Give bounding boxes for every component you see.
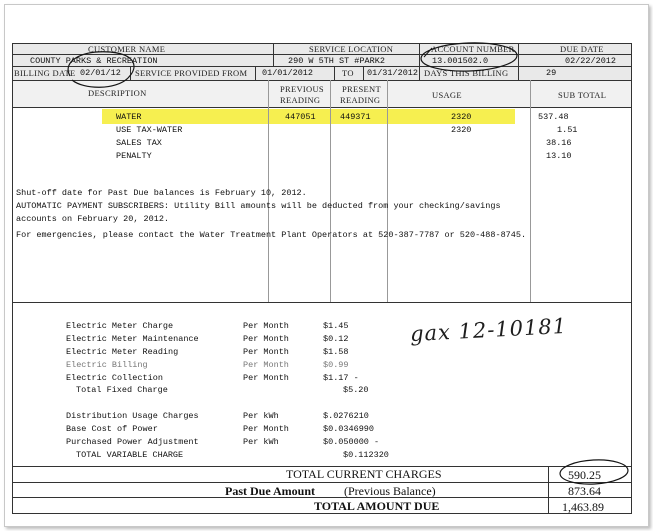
service-to: 01/31/2012: [367, 68, 419, 78]
item-description: USE TAX-WATER: [116, 125, 183, 135]
total-fixed-label: Total Fixed Charge: [76, 385, 168, 395]
total-amount-due: 1,463.89: [562, 500, 604, 514]
notice-shutoff: Shut-off date for Past Due balances is February 10, 2012.: [16, 188, 307, 198]
fixed-charge-amount: $1.17 -: [323, 373, 359, 383]
variable-charge-label: Base Cost of Power: [66, 424, 158, 434]
due-date: 02/22/2012: [565, 56, 617, 66]
col-previous-2: READING: [280, 95, 321, 105]
variable-charge-label: Distribution Usage Charges: [66, 411, 199, 421]
total-variable-amount: $0.112320: [343, 450, 389, 460]
variable-charge-per: Per kWh: [243, 411, 279, 421]
billing-date: 02/01/12: [80, 68, 121, 78]
notice-autopay-date: accounts on February 20, 2012.: [16, 214, 170, 224]
total-variable-label: TOTAL VARIABLE CHARGE: [76, 450, 184, 460]
customer-name: COUNTY PARKS & RECREATION: [30, 56, 158, 66]
item-subtotal: 13.10: [546, 151, 572, 161]
fixed-charge-label: Electric Meter Charge: [66, 321, 174, 331]
variable-charge-amount: $0.050000 -: [323, 437, 380, 447]
item-usage: 2320: [451, 112, 472, 122]
fixed-charge-amount: $1.45: [323, 321, 349, 331]
col-usage: USAGE: [432, 90, 462, 100]
service-location-label: SERVICE LOCATION: [309, 44, 394, 54]
total-current-amount: 590.25: [568, 468, 601, 482]
fixed-charge-amount: $0.99: [323, 360, 349, 370]
past-due-amount: 873.64: [568, 484, 601, 498]
past-due-label: Past Due Amount: [225, 484, 316, 498]
days-billing: 29: [546, 68, 557, 78]
variable-charge-amount: $0.0346990: [323, 424, 375, 434]
fixed-charge-per: Per Month: [243, 360, 289, 370]
fixed-charge-per: Per Month: [243, 347, 289, 357]
fixed-charge-label: Electric Collection: [66, 373, 163, 383]
to-label: TO: [342, 68, 354, 78]
fixed-charge-label: Electric Meter Reading: [66, 347, 179, 357]
service-provided-label: SERVICE PROVIDED FROM: [135, 68, 248, 78]
account-number-circle: [421, 41, 518, 72]
total-current-circle: [559, 458, 628, 486]
item-previous: 447051: [285, 112, 316, 122]
account-number: 13.001502.0: [432, 56, 489, 66]
service-location: 290 W 5TH ST #PARK2: [288, 56, 385, 66]
fixed-charge-per: Per Month: [243, 321, 289, 331]
billing-date-circle: [68, 52, 134, 87]
col-present-2: READING: [340, 95, 381, 105]
fixed-charge-amount: $0.12: [323, 334, 349, 344]
total-amount-due-label: TOTAL AMOUNT DUE: [314, 499, 440, 513]
variable-charge-per: Per Month: [243, 424, 289, 434]
fixed-charge-per: Per Month: [243, 334, 289, 344]
item-description: WATER: [116, 112, 142, 122]
col-present-1: PRESENT: [342, 84, 381, 94]
customer-name-label: CUSTOMER NAME: [88, 44, 166, 54]
col-subtotal: SUB TOTAL: [558, 90, 607, 100]
fixed-charge-label: Electric Billing: [66, 360, 148, 370]
item-present: 449371: [340, 112, 371, 122]
variable-charge-amount: $.0276210: [323, 411, 369, 421]
fixed-charge-label: Electric Meter Maintenance: [66, 334, 199, 344]
item-subtotal: 38.16: [546, 138, 572, 148]
fixed-charge-per: Per Month: [243, 373, 289, 383]
variable-charge-label: Purchased Power Adjustment: [66, 437, 199, 447]
billing-date-label: BILLING DATE: [14, 68, 76, 78]
col-previous-1: PREVIOUS: [280, 84, 324, 94]
item-usage: 2320: [451, 125, 472, 135]
total-current-label: TOTAL CURRENT CHARGES: [286, 467, 442, 481]
notice-autopay: AUTOMATIC PAYMENT SUBSCRIBERS: Utility Bill amounts will be deducted from your checking/savings: [16, 201, 501, 211]
fixed-charge-amount: $1.58: [323, 347, 349, 357]
item-description: SALES TAX: [116, 138, 162, 148]
days-billing-label: DAYS THIS BILLING: [424, 68, 509, 78]
variable-charge-per: Per kWh: [243, 437, 279, 447]
item-description: PENALTY: [116, 151, 152, 161]
item-subtotal: 537.48: [538, 112, 569, 122]
account-number-label: ACCOUNT NUMBER: [431, 44, 515, 54]
service-from: 01/01/2012: [262, 68, 314, 78]
total-fixed-amount: $5.20: [343, 385, 369, 395]
handwritten-note: gax 12-10181: [409, 313, 568, 347]
previous-balance-label: (Previous Balance): [344, 484, 436, 498]
col-description: DESCRIPTION: [88, 88, 147, 98]
due-date-label: DUE DATE: [560, 44, 604, 54]
notice-emergency: For emergencies, please contact the Water Treatment Plant Operators at 520-387-7787 or 520-488-8745.: [16, 230, 527, 240]
item-subtotal: 1.51: [557, 125, 578, 135]
